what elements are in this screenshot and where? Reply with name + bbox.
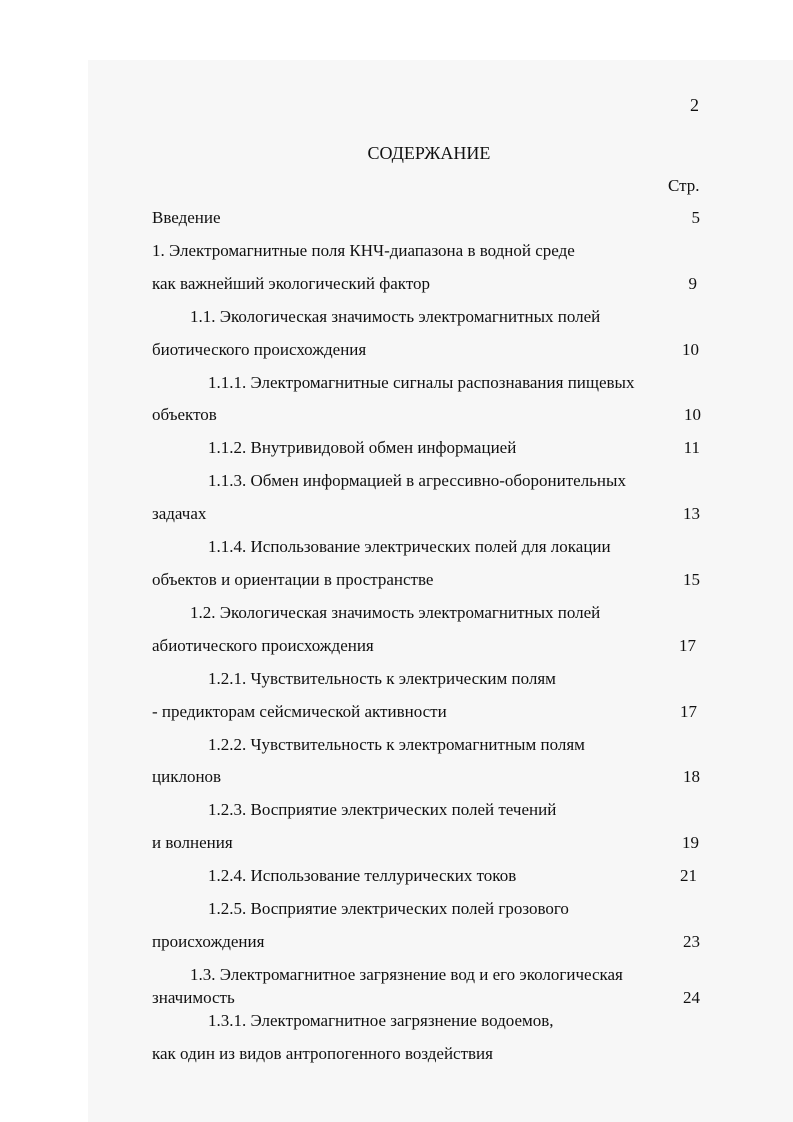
toc-page-number: 5 <box>691 208 700 227</box>
toc-entry-1-3-1: 1.3.1. Электромагнитное загрязнение водоемов, <box>208 1011 554 1030</box>
toc-page-number: 19 <box>682 833 699 852</box>
toc-entry-1-2-3: 1.2.3. Восприятие электрических полей течений <box>208 800 557 819</box>
toc-entry-1-2: 1.2. Экологическая значимость электромагнитных полей <box>190 603 601 622</box>
toc-entry-1-1-4: 1.1.4. Использование электрических полей для локации <box>208 537 611 556</box>
toc-page-number: 17 <box>679 636 696 655</box>
toc-entry-1-2-5-cont: происхождения <box>152 932 265 951</box>
page-number: 2 <box>690 95 699 115</box>
toc-page-number: 18 <box>683 767 700 786</box>
toc-entry-introduction: Введение <box>152 208 221 227</box>
toc-entry-1-3: 1.3. Электромагнитное загрязнение вод и его экологическая <box>190 965 623 984</box>
toc-entry-1-2-1-cont: - предикторам сейсмической активности <box>152 702 447 721</box>
toc-entry-1-2-4: 1.2.4. Использование теллурических токов <box>208 866 517 885</box>
toc-page-number: 24 <box>683 988 700 1007</box>
toc-page-number: 10 <box>684 405 701 424</box>
toc-page-number: 17 <box>680 702 697 721</box>
toc-page-number: 11 <box>683 438 700 457</box>
toc-entry-chapter-1: 1. Электромагнитные поля КНЧ-диапазона в водной среде <box>152 241 575 260</box>
toc-page-number: 10 <box>682 340 699 359</box>
toc-entry-1-1: 1.1. Экологическая значимость электромагнитных полей <box>190 307 601 326</box>
toc-entry-1-2-5: 1.2.5. Восприятие электрических полей грозового <box>208 899 569 918</box>
toc-entry-chapter-1-cont: как важнейший экологический фактор <box>152 274 431 293</box>
toc-entry-1-1-2: 1.1.2. Внутривидовой обмен информацией <box>208 438 517 457</box>
toc-entry-1-1-cont: биотического происхождения <box>152 340 367 359</box>
toc-entry-1-1-1: 1.1.1. Электромагнитные сигналы распознавания пищевых <box>208 373 635 392</box>
toc-page-number: 21 <box>680 866 697 885</box>
toc-entry-1-3-1-cont: как один из видов антропогенного воздействия <box>152 1044 493 1063</box>
toc-entry-1-1-3-cont: задачах <box>152 504 207 523</box>
toc-title: СОДЕРЖАНИЕ <box>367 143 491 163</box>
toc-page-number: 13 <box>683 504 700 523</box>
toc-entry-1-1-1-cont: объектов <box>152 405 217 424</box>
toc-entry-1-2-2-cont: циклонов <box>152 767 222 786</box>
toc-entry-1-1-4-cont: объектов и ориентации в пространстве <box>152 570 434 589</box>
toc-entry-1-1-3: 1.1.3. Обмен информацией в агрессивно-оборонительных <box>208 471 626 490</box>
toc-entry-1-3-cont: значимость <box>152 988 235 1007</box>
page-column-header: Стр. <box>668 176 700 195</box>
toc-entry-1-2-3-cont: и волнения <box>152 833 233 852</box>
toc-entry-1-2-1: 1.2.1. Чувствительность к электрическим полям <box>208 669 556 688</box>
toc-page-number: 23 <box>683 932 700 951</box>
toc-page-number: 15 <box>683 570 700 589</box>
toc-entry-1-2-2: 1.2.2. Чувствительность к электромагнитным полям <box>208 735 585 754</box>
toc-entry-1-2-cont: абиотического происхождения <box>152 636 374 655</box>
toc-page-number: 9 <box>688 274 697 293</box>
